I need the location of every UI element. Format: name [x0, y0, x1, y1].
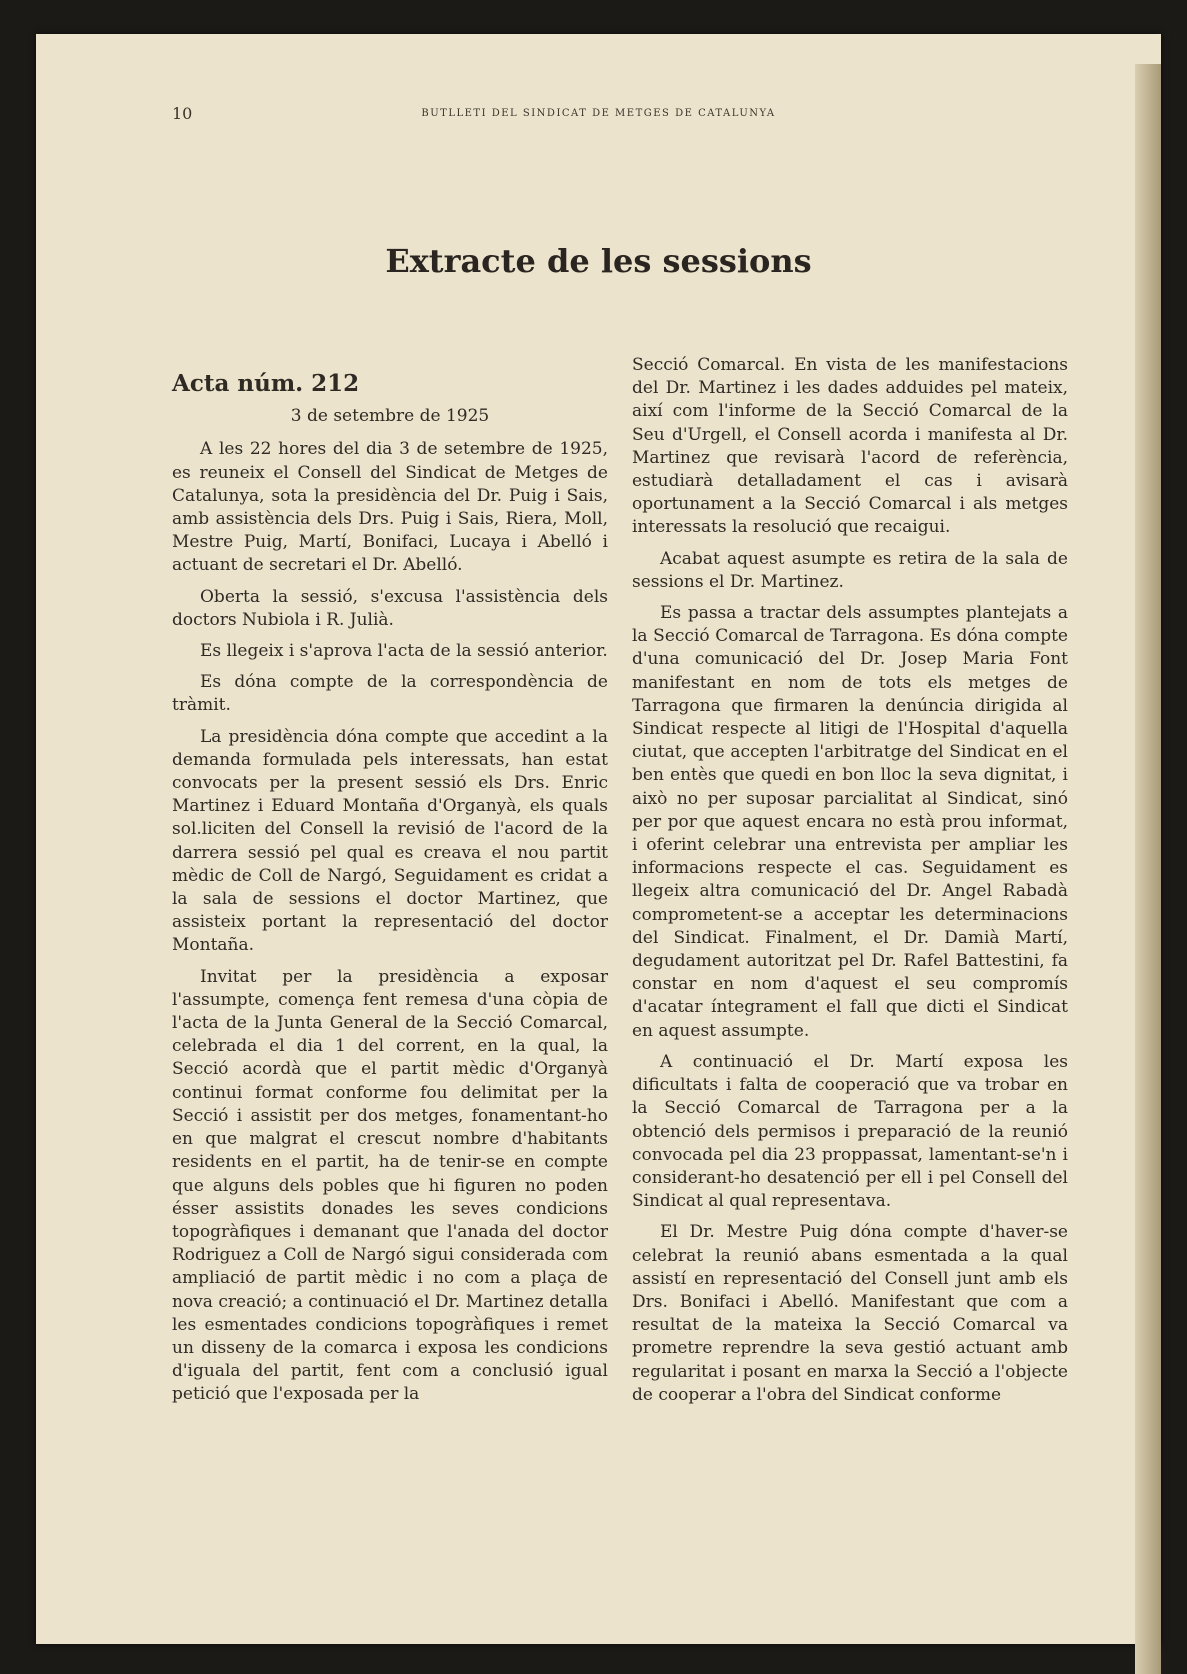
- paragraph: A les 22 hores del dia 3 de setembre de 1925, es reuneix el Consell del Sindicat de Metges de Catalunya, sota la presidència del Dr. Puig i Sais, amb assistència dels Drs. Puig i Sais, Riera, Moll, Mestre Puig, Martí, Bonifaci, Lucaya i Abelló i actuant de secretari el Dr. Abelló.: [172, 439, 608, 576]
- paragraph: A continuació el Dr. Martí exposa les dificultats i falta de cooperació que va trobar en la Secció Comarcal de Tarragona per a la obtenció dels permisos i preparació de la reunió convocada pel dia 23 proppassat, lamentant-se'n i considerant-ho desatenció per ell i pel Consell del Sindicat al qual representava.: [632, 1051, 1068, 1212]
- running-header: BUTLLETI DEL SINDICAT DE METGES DE CATALUNYA: [421, 108, 776, 119]
- paragraph: Oberta la sessió, s'excusa l'assistència dels doctors Nubiola i R. Julià.: [172, 586, 608, 630]
- paragraph: Secció Comarcal. En vista de les manifestacions del Dr. Martinez i les dades adduides pel mateix, així com l'informe de la Secció Comarcal de la Seu d'Urgell, el Consell acorda i manifesta al Dr. Martinez que revisarà l'acord de referència, estudiarà detalladament el cas i avisarà oportunament a la Secció Comarcal i als metges interessats la resolució que recaigui.: [632, 355, 1068, 538]
- page-number: 10: [172, 104, 193, 123]
- paragraph: Es llegeix i s'aprova l'acta de la sessió anterior.: [200, 641, 608, 662]
- paragraph: Es passa a tractar dels assumptes plantejats a la Secció Comarcal de Tarragona. Es dóna compte d'una comunicació del Dr. Josep Maria Font manifestant en nom de tots els metges de Tarragona que firmaren la denúncia dirigida al Sindicat respecte al litigi de l'Hospital d'aquella ciutat, que accepten l'arbitratge del Sindicat en el ben entès que quedi en bon lloc la seva dignitat, i això no per suposar parcialitat al Sindicat, sinó per por que aquest encara no està prou informat, i oferint celebrar una entrevista per ampliar les informacions respecte el cas. Seguidament es llegeix altra comunicació del Dr. Angel Rabadà comprometent-se a acceptar les determinacions del Sindicat. Finalment, el Dr. Damià Martí, degudament autoritzat pel Dr. Rafel Battestini, fa constar en nom d'aquest el seu compromís d'acatar íntegrament el fall que dicti el Sindicat en aquest assumpte.: [632, 603, 1068, 1041]
- acta-date: 3 de setembre de 1925: [290, 406, 490, 427]
- acta-heading: Acta núm. 212: [172, 370, 360, 397]
- paragraph: Acabat aquest asumpte es retira de la sala de sessions el Dr. Martinez.: [632, 548, 1068, 592]
- page-title: Extracte de les sessions: [385, 242, 812, 280]
- paragraph: Invitat per la presidència a exposar l'assumpte, comença fent remesa d'una còpia de l'acta de la Junta General de la Secció Comarcal, celebrada el dia 1 del corrent, en la qual, la Secció acordà que el partit mèdic d'Organyà continui format conforme fou delimitat per la Secció i assistit per dos metges, fonamentant-ho en que malgrat el crescut nombre d'habitants residents en el partit, ha de tenir-se en compte que alguns dels pobles que hi figuren no poden ésser assistits donades les seves condicions topogràfiques i demanant que l'anada del doctor Rodriguez a Coll de Nargó sigui considerada com ampliació de partit mèdic i no com a plaça de nova creació; a continuació el Dr. Martinez detalla les esmentades condicions topogràfiques i remet un disseny de la comarca i exposa les condicions d'iguala del partit, fent com a conclusió igual petició que l'exposada per la: [172, 966, 608, 1405]
- document-page: [36, 34, 1161, 1644]
- paragraph: El Dr. Mestre Puig dóna compte d'haver-se celebrat la reunió abans esmentada a la qual assistí en representació del Consell junt amb els Drs. Bonifaci i Abelló. Manifestant que com a resultat de la mateixa la Secció Comarcal va prometre reprendre la seva gestió actuant amb regularitat i posant en marxa la Secció a l'objecte de cooperar a l'obra del Sindicat conforme: [632, 1222, 1068, 1405]
- paragraph: Es dóna compte de la correspondència de tràmit.: [172, 672, 608, 716]
- binding-edge: [1135, 64, 1161, 1674]
- paragraph: La presidència dóna compte que accedint a la demanda formulada pels interessats, han estat convocats per la present sessió els Drs. Enric Martinez i Eduard Montaña d'Organyà, els quals sol.liciten del Consell la revisió de l'acord de la darrera sessió pel qual es creava el nou partit mèdic de Coll de Nargó, Seguidament es cridat a la sala de sessions el doctor Martinez, que assisteix portant la representació del doctor Montaña.: [172, 726, 608, 956]
- right-column: [632, 354, 1068, 1415]
- left-column: [172, 354, 608, 1415]
